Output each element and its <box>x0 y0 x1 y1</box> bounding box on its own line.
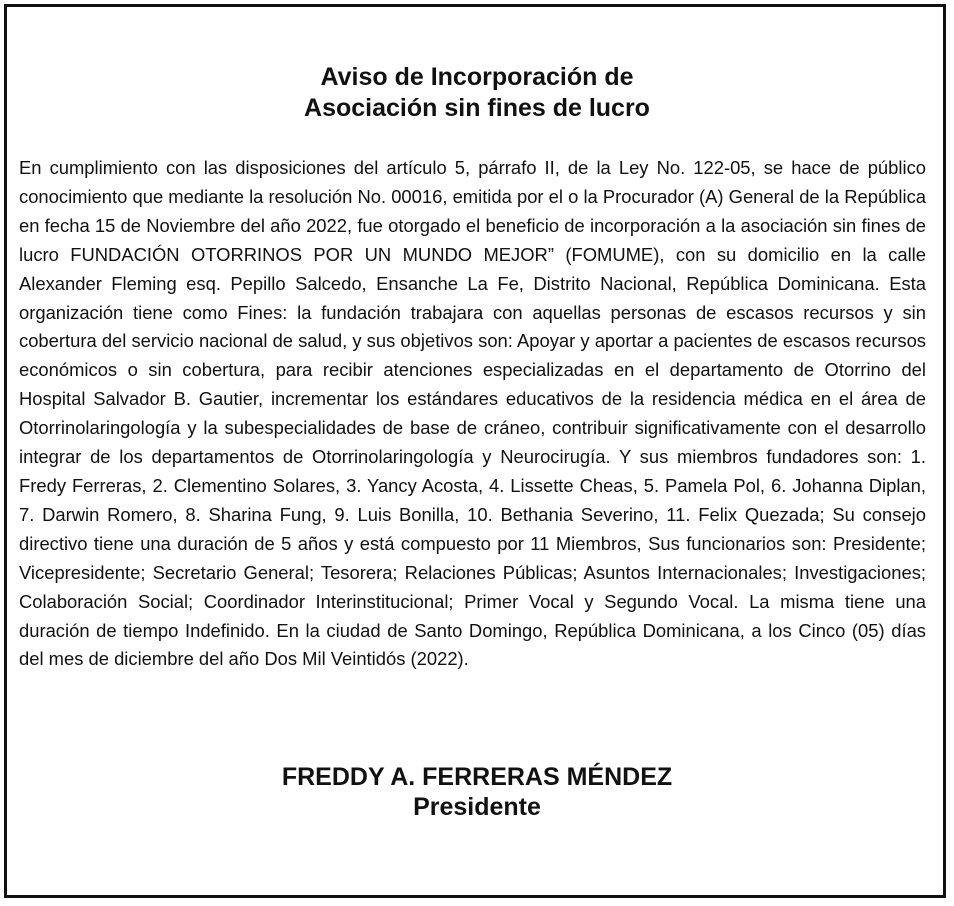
notice-title <box>0 62 954 124</box>
signature-block <box>0 762 954 821</box>
notice-body: En cumplimiento con las disposiciones del artículo 5, párrafo II, de la Ley No. 122-05, se hace de público conocimiento que mediante la resolución No. 00016, emitida por el o la Procurador (A) General de la República en fecha 15 de Noviembre del año 2022, fue otorgado el beneficio de incorporación a la asociación sin fines de lucro FUNDACIÓN OTORRINOS POR UN MUNDO MEJOR” (FOMUME), con su domicilio en la calle Alexander Fleming esq. Pepillo Salcedo, Ensanche La Fe, Distrito Nacional, República Dominicana. Esta organización tiene como Fines: la fundación trabajara con aquellas personas de escasos recursos y sin cobertura del servicio nacional de salud, y sus objetivos son: Apoyar y aportar a pacientes de escasos recursos económicos o sin cobertura, para recibir atenciones especializadas en el departamento de Otorrino del Hospital Salvador B. Gautier, incrementar los estándares educativos de la residencia médica en el área de Otorrinolaringología y la subespecialidades de base de cráneo, contribuir significativamente con el desarrollo integrar de los departamentos de Otorrinolaringología y Neurocirugía. Y sus miembros fundadores son: 1. Fredy Ferreras, 2. Clementino Solares, 3. Yancy Acosta, 4. Lissette Cheas, 5. Pamela Pol, 6. Johanna Diplan, 7. Darwin Romero, 8. Sharina Fung, 9. Luis Bonilla, 10. Bethania Severino, 11. Felix Quezada; Su consejo directivo tiene una duración de 5 años y está compuesto por 11 Miembros, Sus funcionarios son: Presidente; Vicepresidente; Secretario General; Tesorera; Relaciones Públicas; Asuntos Internacionales; Investigaciones; Colaboración Social; Coordinador Interinstitucional; Primer Vocal y Segundo Vocal. La misma tiene una duración de tiempo Indefinido. En la ciudad de Santo Domingo, República Dominicana, a los Cinco (05) días del mes de diciembre del año Dos Mil Veintidós (2022). <box>19 157 926 670</box>
notice-title-line-2: Asociación sin fines de lucro <box>304 94 650 122</box>
signer-name: FREDDY A. FERRERAS MÉNDEZ <box>281 763 673 791</box>
notice-title-line-1: Aviso de Incorporación de <box>320 63 634 91</box>
signer-role: Presidente <box>413 793 541 821</box>
